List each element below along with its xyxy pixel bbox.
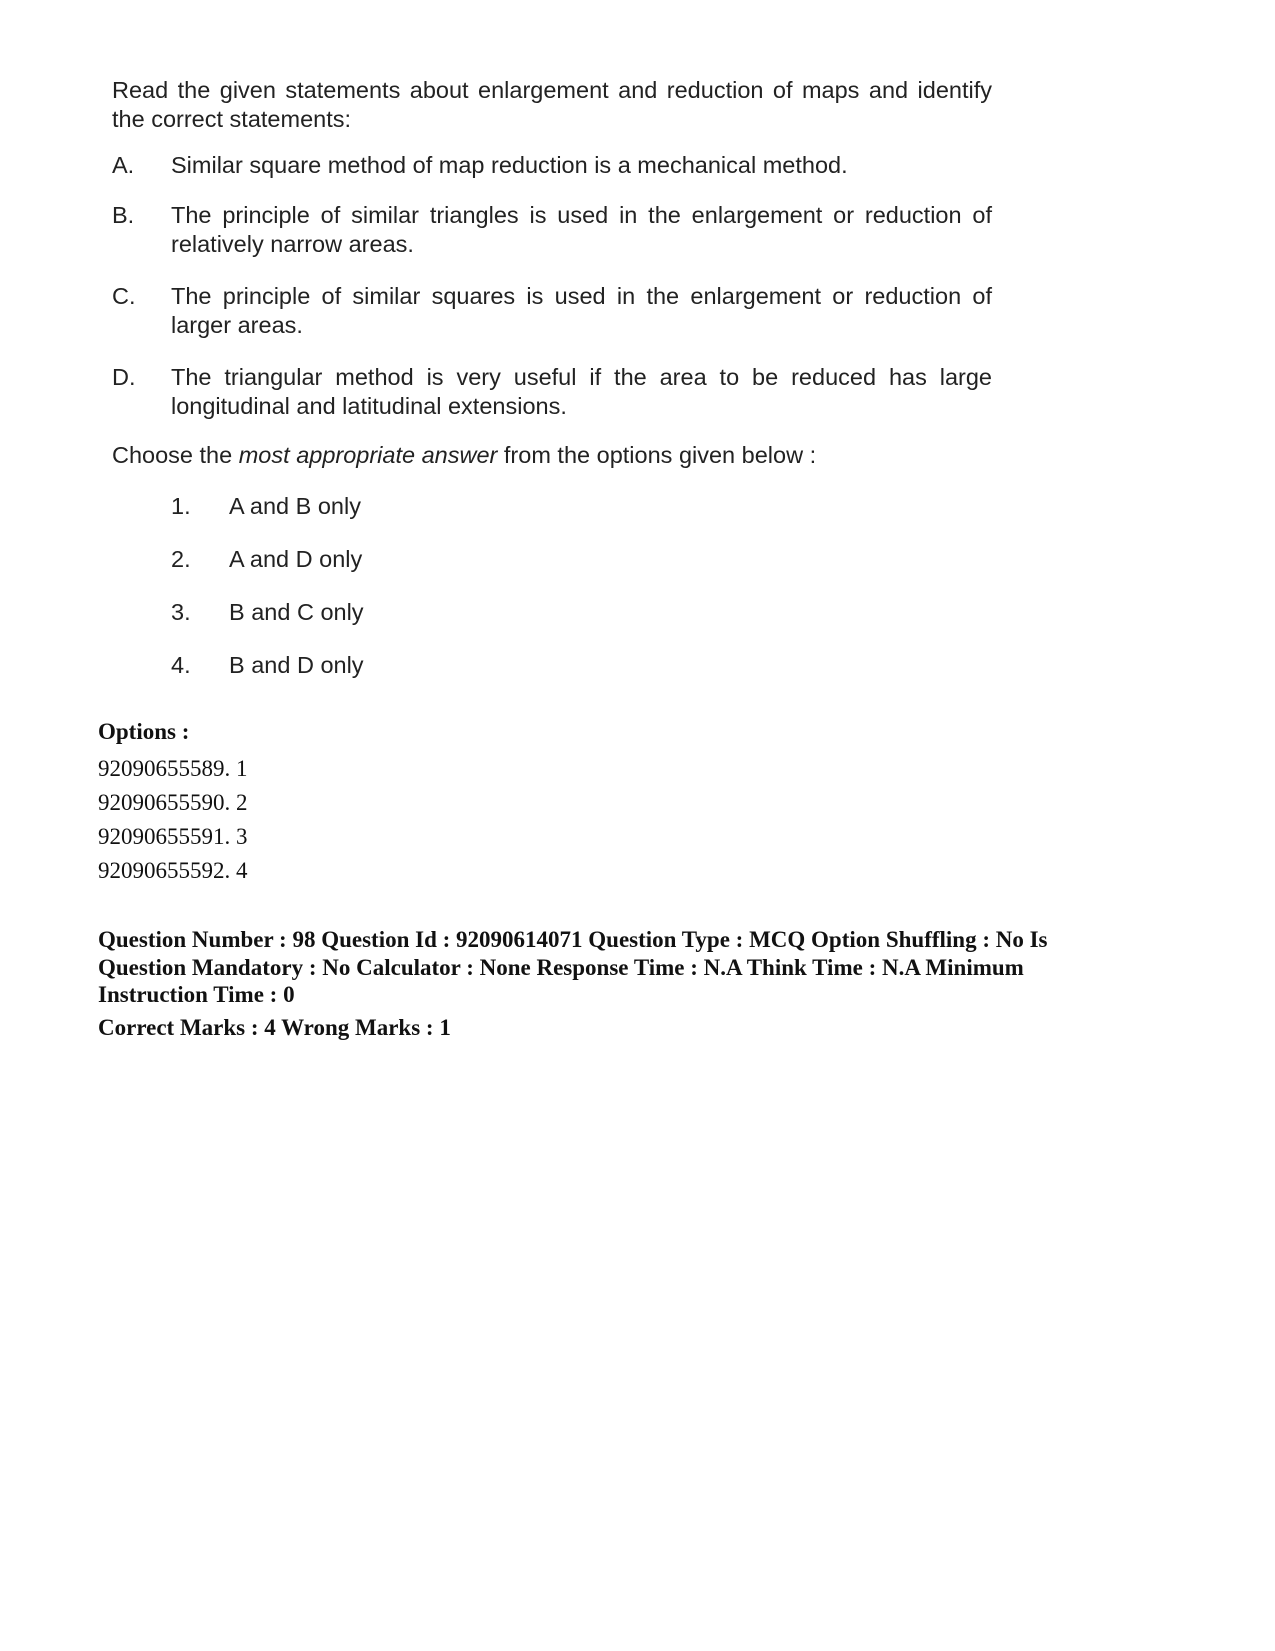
question-info-line: Question Mandatory : No Calculator : None Response Time : N.A Think Time : N.A Minimum xyxy=(98,954,1024,980)
answer-item xyxy=(171,598,992,627)
statement-a xyxy=(112,151,992,180)
question-info-line: Question Number : 98 Question Id : 92090614071 Question Type : MCQ Option Shuffling : No Is xyxy=(98,927,1048,952)
answer-item xyxy=(171,492,992,521)
answer-text: A and B only xyxy=(229,493,361,519)
choose-prefix: Choose the xyxy=(112,442,239,468)
statement-letter: A. xyxy=(112,152,135,178)
statement-d xyxy=(112,363,992,421)
choose-suffix: from the options given below : xyxy=(497,442,817,468)
statement-text: Similar square method of map reduction is a mechanical method. xyxy=(171,152,848,178)
choose-emphasis: most appropriate answer xyxy=(238,442,498,468)
option-item: 92090655589. 1 xyxy=(98,756,248,781)
statement-letter: D. xyxy=(112,364,136,390)
answer-list xyxy=(171,492,992,680)
statement-b xyxy=(112,201,992,259)
answer-text: A and D only xyxy=(229,546,363,572)
marks-info: Correct Marks : 4 Wrong Marks : 1 xyxy=(98,1015,451,1040)
question-info xyxy=(98,926,1158,1009)
answer-number: 3. xyxy=(171,599,191,625)
answer-number: 2. xyxy=(171,546,191,572)
statement-text: The principle of similar squares is used in the enlargement or reduction of larger areas. xyxy=(171,283,992,338)
answer-item xyxy=(171,545,992,574)
statement-c xyxy=(112,282,992,340)
question-intro: Read the given statements about enlargement and reduction of maps and identify the correct statements: xyxy=(112,77,992,132)
choose-instruction xyxy=(112,441,992,470)
answer-item xyxy=(171,651,992,680)
option-item: 92090655591. 3 xyxy=(98,824,248,849)
answer-number: 4. xyxy=(171,652,191,678)
options-heading: Options : xyxy=(98,719,190,744)
statement-list xyxy=(112,151,992,421)
options-list xyxy=(98,752,1158,888)
statement-text: The principle of similar triangles is used in the enlargement or reduction of relatively narrow areas. xyxy=(171,202,992,257)
statement-text: The triangular method is very useful if the area to be reduced has large longitudinal and latitudinal extensions. xyxy=(171,364,992,419)
question-info-line: Instruction Time : 0 xyxy=(98,982,295,1007)
option-item: 92090655590. 2 xyxy=(98,790,248,815)
answer-number: 1. xyxy=(171,493,191,519)
answer-text: B and C only xyxy=(229,599,364,625)
option-item: 92090655592. 4 xyxy=(98,858,248,883)
question-block xyxy=(112,76,992,680)
statement-letter: B. xyxy=(112,202,135,228)
answer-text: B and D only xyxy=(229,652,364,678)
statement-letter: C. xyxy=(112,283,136,309)
